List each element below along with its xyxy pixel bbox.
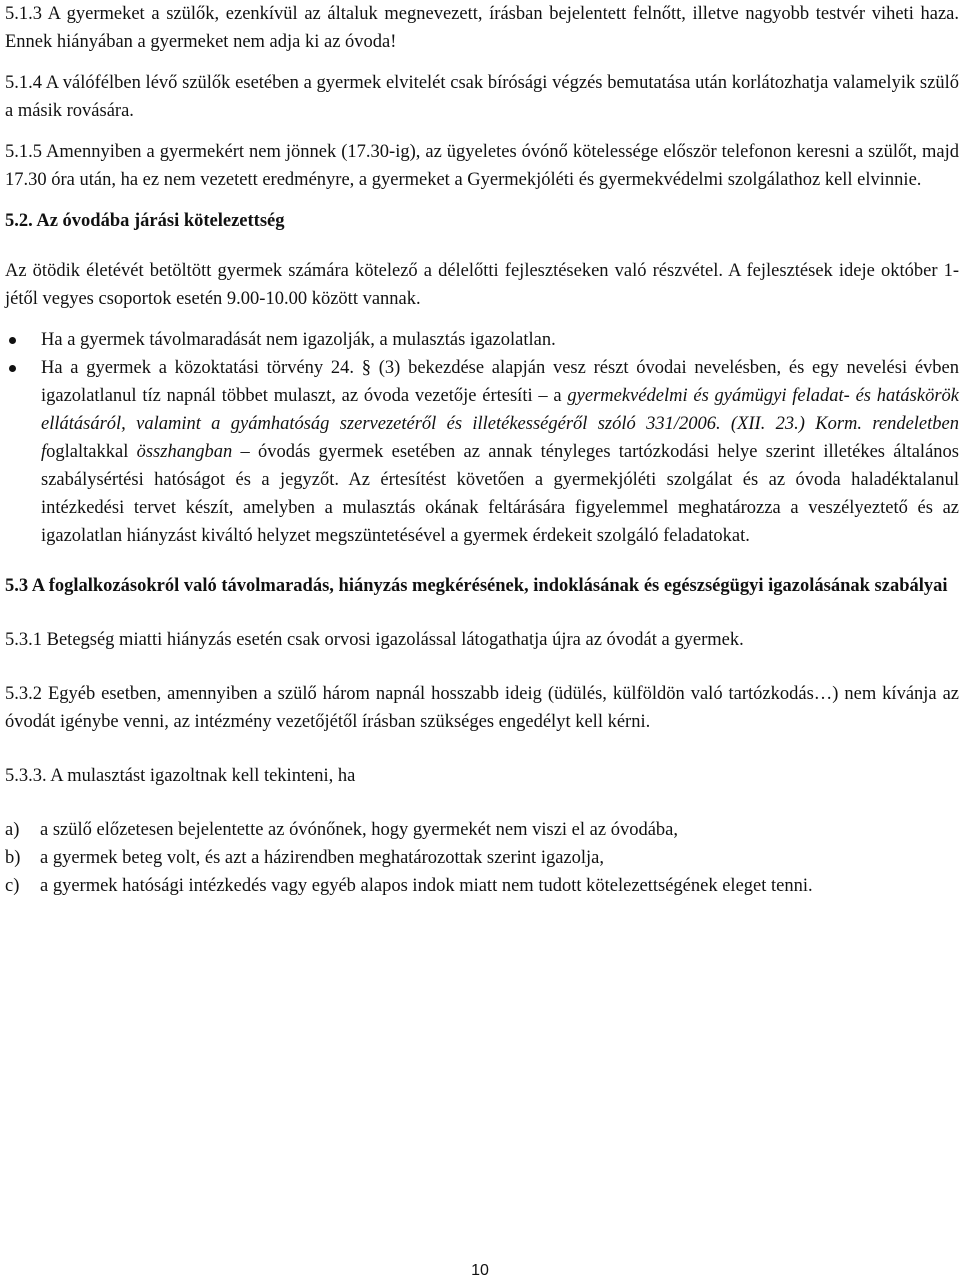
justified-absence-list	[5, 816, 959, 900]
list-item-text: a gyermek hatósági intézkedés vagy egyéb alapos indok miatt nem tudott kötelezettségének eleget tenni.	[40, 876, 813, 896]
bullet-text-part: Ha a gyermek a közoktatási törvény 24. § (3) bekezdése alapján vesz részt óvodai nevelésben, és egy nevelési évben igazolatlanul tíz napnál többet mulaszt, az óvoda vezetője értesíti – a	[41, 358, 959, 406]
paragraph-5-3-3: 5.3.3. A mulasztást igazoltnak kell tekinteni, ha	[5, 766, 356, 786]
list-item	[5, 872, 959, 900]
spacer	[5, 790, 959, 816]
bullet-dot-icon	[9, 365, 16, 372]
bullet-text: Ha a gyermek távolmaradását nem igazolják, a mulasztás igazolatlan.	[41, 330, 556, 350]
section-5-2-intro: Az ötödik életévét betöltött gyermek számára kötelező a délelőtti fejlesztéseken való részvétel. A fejlesztések ideje október 1-jétől vegyes csoportok esetén 9.00-10.00 között vannak.	[5, 261, 959, 309]
page-number: 10	[471, 1262, 489, 1279]
paragraph-5-3-1: 5.3.1 Betegség miatti hiányzás esetén csak orvosi igazolással látogathatja újra az óvodát a gyermek.	[5, 630, 744, 650]
spacer	[5, 235, 959, 257]
spacer	[5, 736, 959, 762]
list-item	[5, 816, 959, 844]
spacer	[5, 550, 959, 572]
spacer	[5, 600, 959, 626]
paragraph-5-3-2: 5.3.2 Egyéb esetben, amennyiben a szülő három napnál hosszabb ideig (üdülés, külföldön való tartózkodás…) nem kívánja az óvodát igénybe venni, az intézmény vezetőjétől írásban szükséges engedélyt kell kérni.	[5, 684, 959, 732]
paragraph-5-1-4: 5.1.4 A válófélben lévő szülők esetében a gyermek elvitelét csak bírósági végzés bemutatása után korlátozhatja valamelyik szülő a másik rovására.	[5, 73, 959, 121]
paragraph-5-1-5: 5.1.5 Amennyiben a gyermekért nem jönnek (17.30-ig), az ügyeletes óvónő kötelessége először telefonon keresni a szülőt, majd 17.30 óra után, ha ez nem vezetett eredményre, a gyermeket a Gyermekjóléti és gyermekvédelmi szolgálathoz kell elvinnie.	[5, 142, 959, 190]
list-item	[5, 844, 959, 872]
section-5-2-heading: 5.2. Az óvodába járási kötelezettség	[5, 211, 285, 231]
list-item-text: a szülő előzetesen bejelentette az óvónőnek, hogy gyermekét nem viszi el az óvodába,	[40, 820, 678, 840]
section-5-3-heading: 5.3 A foglalkozásokról való távolmaradás, hiányzás megkérésének, indoklásának és egészségügyi igazolásának szabályai	[5, 576, 948, 596]
bullet-item	[5, 354, 959, 550]
italic-phrase: összhangban	[136, 442, 233, 462]
attendance-bullet-list	[5, 326, 959, 550]
list-marker: b)	[5, 848, 21, 868]
bullet-item	[5, 326, 959, 354]
spacer	[5, 125, 959, 138]
bullet-text-part: oglaltakkal	[46, 442, 137, 462]
spacer	[5, 654, 959, 680]
paragraph-5-1-3: 5.1.3 A gyermeket a szülők, ezenkívül az általuk megnevezett, írásban bejelentett felnőtt, illetve nagyobb testvér viheti haza. Ennek hiányában a gyermeket nem adja ki az óvoda!	[5, 4, 959, 52]
list-item-text: a gyermek beteg volt, és azt a házirendben meghatározottak szerint igazolja,	[40, 848, 604, 868]
spacer	[5, 194, 959, 207]
spacer	[5, 313, 959, 326]
list-marker: c)	[5, 876, 20, 896]
bullet-text-part: – óvodás gyermek esetében az annak tényleges tartózkodási helye szerint illetékes általános szabálysértési hatóságot és a jegyzőt. Az értesítést követően a gyermekjóléti szolgálat és az óvoda haladéktalanul intézkedési tervet készít, amelyben a mulasztás okának feltárására figyelemmel meghatározza a veszélyeztető és az igazolatlan hiányzást kiváltó helyzet megszüntetésével a gyermek érdekeit szolgáló feladatokat.	[41, 442, 959, 546]
document-page	[5, 0, 959, 900]
regulation-reference-italic: gyermekvédelmi és gyámügyi feladat- és hatáskörök ellátásáról, valamint a gyámhatóság szervezetéről és illetékességéről szóló 331/2006. (XII. 23.) Korm. rendeletben f	[41, 386, 959, 462]
spacer	[5, 56, 959, 69]
list-marker: a)	[5, 820, 20, 840]
bullet-dot-icon	[9, 337, 16, 344]
